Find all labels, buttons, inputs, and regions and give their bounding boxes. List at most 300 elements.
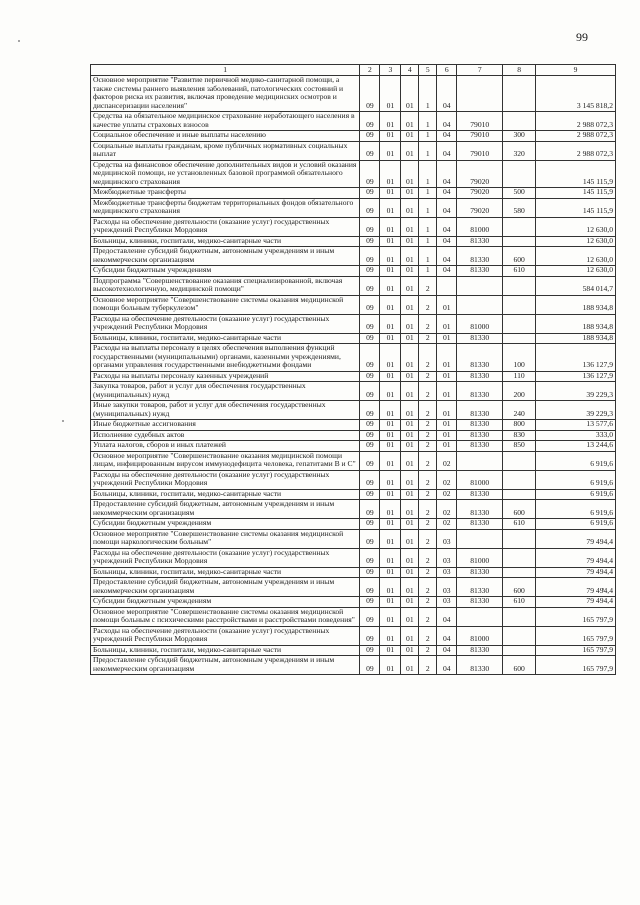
code-subsection: 01 [380, 430, 401, 441]
row-description: Уплата налогов, сборов и иных платежей [91, 441, 360, 452]
code-program: 01 [401, 645, 419, 656]
code-section: 09 [360, 276, 380, 295]
code-subsection: 01 [380, 597, 401, 608]
row-description: Подпрограмма "Совершенствование оказания специализированной, включая высокотехнологичную, медицинской помощи" [91, 276, 360, 295]
code-expense-type [503, 489, 536, 500]
row-amount: 136 127,9 [536, 371, 616, 382]
row-description: Предоставление субсидий бюджетным, автономным учреждениям и иным некоммерческим организациям [91, 578, 360, 597]
code-subprogram: 2 [419, 578, 437, 597]
code-subsection: 01 [380, 441, 401, 452]
code-program: 01 [401, 160, 419, 188]
table-row [91, 470, 616, 489]
code-direction: 81330 [457, 500, 503, 519]
table-row [91, 276, 616, 295]
code-subprogram: 2 [419, 470, 437, 489]
column-header: 6 [437, 65, 457, 76]
row-description: Средства на обязательное медицинское страхование неработающего населения в качестве уплаты страховых взносов [91, 112, 360, 131]
row-description: Предоставление субсидий бюджетным, автономным учреждениям и иным некоммерческим организациям [91, 247, 360, 266]
code-expense-type: 610 [503, 597, 536, 608]
code-subsection: 01 [380, 295, 401, 314]
row-description: Иные закупки товаров, работ и услуг для обеспечения государственных (муниципальных) нужд [91, 401, 360, 420]
row-amount: 145 115,9 [536, 160, 616, 188]
code-subprogram: 2 [419, 371, 437, 382]
row-description: Исполнение судебных актов [91, 430, 360, 441]
row-amount: 165 797,9 [536, 645, 616, 656]
table-row [91, 76, 616, 112]
code-subsection: 01 [380, 314, 401, 333]
code-expense-type [503, 217, 536, 236]
code-event: 04 [437, 236, 457, 247]
code-section: 09 [360, 344, 380, 372]
code-section: 09 [360, 333, 380, 344]
table-header-row [91, 65, 616, 76]
code-direction: 79010 [457, 112, 503, 131]
row-description: Предоставление субсидий бюджетным, автономным учреждениям и иным некоммерческим организациям [91, 500, 360, 519]
code-subsection: 01 [380, 198, 401, 217]
code-direction [457, 529, 503, 548]
row-amount: 136 127,9 [536, 344, 616, 372]
code-subsection: 01 [380, 236, 401, 247]
row-amount: 2 988 072,3 [536, 112, 616, 131]
code-direction: 81330 [457, 266, 503, 277]
table-row [91, 430, 616, 441]
code-expense-type: 600 [503, 656, 536, 675]
table-row [91, 112, 616, 131]
code-event: 04 [437, 112, 457, 131]
code-subprogram: 2 [419, 333, 437, 344]
row-description: Основное мероприятие "Совершенствование оказания медицинской помощи лицам, инфицированным вирусом иммунодефицита человека, гепатитами В и С" [91, 451, 360, 470]
code-subprogram: 2 [419, 489, 437, 500]
code-section: 09 [360, 529, 380, 548]
scan-speck [62, 420, 64, 422]
code-subprogram: 2 [419, 401, 437, 420]
code-subsection: 01 [380, 76, 401, 112]
code-expense-type: 600 [503, 500, 536, 519]
table-row [91, 333, 616, 344]
code-program: 01 [401, 198, 419, 217]
row-description: Социальное обеспечение и иные выплаты населению [91, 131, 360, 142]
code-program: 01 [401, 131, 419, 142]
row-amount: 145 115,9 [536, 198, 616, 217]
code-subsection: 01 [380, 645, 401, 656]
table-row [91, 451, 616, 470]
table-row [91, 236, 616, 247]
code-program: 01 [401, 451, 419, 470]
code-expense-type [503, 567, 536, 578]
code-direction: 81330 [457, 382, 503, 401]
code-program: 01 [401, 333, 419, 344]
code-event: 01 [437, 344, 457, 372]
code-expense-type [503, 607, 536, 626]
code-subprogram: 2 [419, 519, 437, 530]
column-header: 3 [380, 65, 401, 76]
row-amount: 79 494,4 [536, 567, 616, 578]
code-direction: 81000 [457, 548, 503, 567]
code-section: 09 [360, 188, 380, 199]
code-subprogram: 1 [419, 217, 437, 236]
code-direction: 81330 [457, 645, 503, 656]
code-expense-type [503, 333, 536, 344]
code-subprogram: 2 [419, 430, 437, 441]
table-row [91, 519, 616, 530]
code-program: 01 [401, 548, 419, 567]
code-subprogram: 2 [419, 645, 437, 656]
table-row [91, 548, 616, 567]
code-subprogram: 1 [419, 76, 437, 112]
code-program: 01 [401, 314, 419, 333]
code-program: 01 [401, 567, 419, 578]
row-amount: 79 494,4 [536, 597, 616, 608]
row-amount: 79 494,4 [536, 529, 616, 548]
code-event: 01 [437, 401, 457, 420]
code-expense-type: 320 [503, 141, 536, 160]
code-expense-type: 100 [503, 344, 536, 372]
code-program: 01 [401, 529, 419, 548]
code-event: 03 [437, 529, 457, 548]
code-event: 01 [437, 382, 457, 401]
table-row [91, 626, 616, 645]
code-section: 09 [360, 236, 380, 247]
code-subsection: 01 [380, 578, 401, 597]
code-direction: 81330 [457, 567, 503, 578]
table-row [91, 314, 616, 333]
row-description: Основное мероприятие "Совершенствование системы оказания медицинской помощи больным туберкулезом" [91, 295, 360, 314]
code-subsection: 01 [380, 131, 401, 142]
code-subprogram: 2 [419, 441, 437, 452]
code-subprogram: 2 [419, 597, 437, 608]
table-row [91, 371, 616, 382]
code-event [437, 276, 457, 295]
column-header: 5 [419, 65, 437, 76]
code-subprogram: 2 [419, 607, 437, 626]
code-expense-type [503, 236, 536, 247]
code-direction: 79010 [457, 131, 503, 142]
table-row [91, 656, 616, 675]
code-program: 01 [401, 371, 419, 382]
code-subprogram: 2 [419, 382, 437, 401]
code-expense-type [503, 76, 536, 112]
row-amount: 188 934,8 [536, 314, 616, 333]
code-direction [457, 451, 503, 470]
code-section: 09 [360, 371, 380, 382]
code-program: 01 [401, 470, 419, 489]
row-description: Расходы на обеспечение деятельности (оказание услуг) государственных учреждений Республики Мордовия [91, 314, 360, 333]
code-program: 01 [401, 247, 419, 266]
code-expense-type: 300 [503, 131, 536, 142]
row-description: Больницы, клиники, госпитали, медико-санитарные части [91, 489, 360, 500]
code-subprogram: 2 [419, 451, 437, 470]
code-subprogram: 1 [419, 112, 437, 131]
code-event: 04 [437, 656, 457, 675]
table-row [91, 295, 616, 314]
code-subprogram: 1 [419, 188, 437, 199]
row-description: Расходы на выплаты персоналу в целях обеспечения выполнения функций государственными (муниципальными) органами, казенными учреждениями, органами управления государственными внебюджетными фондами [91, 344, 360, 372]
code-event: 03 [437, 548, 457, 567]
row-amount: 145 115,9 [536, 188, 616, 199]
column-header: 9 [536, 65, 616, 76]
code-subprogram: 2 [419, 656, 437, 675]
code-subsection: 01 [380, 420, 401, 431]
code-subprogram: 2 [419, 295, 437, 314]
code-direction: 81330 [457, 578, 503, 597]
code-direction: 81000 [457, 626, 503, 645]
code-expense-type: 600 [503, 578, 536, 597]
code-section: 09 [360, 656, 380, 675]
code-section: 09 [360, 451, 380, 470]
code-event: 04 [437, 266, 457, 277]
code-subsection: 01 [380, 607, 401, 626]
row-amount: 12 630,0 [536, 236, 616, 247]
row-description: Больницы, клиники, госпитали, медико-санитарные части [91, 645, 360, 656]
code-subsection: 01 [380, 519, 401, 530]
code-event: 04 [437, 645, 457, 656]
code-subsection: 01 [380, 626, 401, 645]
code-event: 01 [437, 430, 457, 441]
row-description: Межбюджетные трансферты [91, 188, 360, 199]
code-subsection: 01 [380, 333, 401, 344]
code-direction: 81330 [457, 519, 503, 530]
column-header: 2 [360, 65, 380, 76]
code-event: 04 [437, 141, 457, 160]
row-description: Средства на финансовое обеспечение дополнительных видов и условий оказания медицинской помощи, не установленных базовой программой обязательного медицинского страхования [91, 160, 360, 188]
row-amount: 12 630,0 [536, 217, 616, 236]
row-amount: 12 630,0 [536, 266, 616, 277]
code-program: 01 [401, 607, 419, 626]
row-description: Больницы, клиники, госпитали, медико-санитарные части [91, 567, 360, 578]
code-section: 09 [360, 548, 380, 567]
code-direction [457, 276, 503, 295]
table-row [91, 344, 616, 372]
table-row [91, 567, 616, 578]
row-description: Иные бюджетные ассигнования [91, 420, 360, 431]
code-subprogram: 1 [419, 160, 437, 188]
budget-table [90, 64, 616, 675]
code-program: 01 [401, 656, 419, 675]
code-section: 09 [360, 76, 380, 112]
row-description: Социальные выплаты гражданам, кроме публичных нормативных социальных выплат [91, 141, 360, 160]
row-amount: 79 494,4 [536, 548, 616, 567]
code-expense-type: 830 [503, 430, 536, 441]
row-description: Основное мероприятие "Развитие первичной медико-санитарной помощи, а также системы раннего выявления заболеваний, патологических состояний и факторов риска их развития, включая проведение медицинских осмотров и диспансеризации населения" [91, 76, 360, 112]
code-section: 09 [360, 519, 380, 530]
code-direction: 81000 [457, 470, 503, 489]
code-subsection: 01 [380, 247, 401, 266]
code-program: 01 [401, 441, 419, 452]
row-amount: 13 577,6 [536, 420, 616, 431]
column-header: 7 [457, 65, 503, 76]
code-subprogram: 2 [419, 276, 437, 295]
code-subprogram: 2 [419, 548, 437, 567]
row-amount: 2 988 072,3 [536, 131, 616, 142]
code-program: 01 [401, 430, 419, 441]
row-amount: 6 919,6 [536, 451, 616, 470]
table-row [91, 500, 616, 519]
code-program: 01 [401, 276, 419, 295]
code-subsection: 01 [380, 217, 401, 236]
row-amount: 3 145 818,2 [536, 76, 616, 112]
code-expense-type: 610 [503, 519, 536, 530]
row-description: Больницы, клиники, госпитали, медико-санитарные части [91, 236, 360, 247]
code-direction: 81330 [457, 420, 503, 431]
code-event: 01 [437, 371, 457, 382]
code-section: 09 [360, 160, 380, 188]
code-expense-type: 200 [503, 382, 536, 401]
table-row [91, 607, 616, 626]
table-row [91, 188, 616, 199]
code-expense-type [503, 112, 536, 131]
code-expense-type [503, 645, 536, 656]
code-program: 01 [401, 401, 419, 420]
row-amount: 6 919,6 [536, 519, 616, 530]
code-program: 01 [401, 295, 419, 314]
code-direction: 81330 [457, 430, 503, 441]
row-amount: 188 934,8 [536, 333, 616, 344]
code-program: 01 [401, 76, 419, 112]
table-row [91, 401, 616, 420]
row-description: Расходы на обеспечение деятельности (оказание услуг) государственных учреждений Республики Мордовия [91, 470, 360, 489]
code-event: 04 [437, 131, 457, 142]
code-event: 02 [437, 489, 457, 500]
column-header: 8 [503, 65, 536, 76]
code-direction: 79020 [457, 160, 503, 188]
code-subsection: 01 [380, 371, 401, 382]
code-direction: 81330 [457, 344, 503, 372]
code-event: 04 [437, 607, 457, 626]
code-section: 09 [360, 217, 380, 236]
table-row [91, 382, 616, 401]
table-row [91, 247, 616, 266]
code-event: 04 [437, 198, 457, 217]
code-section: 09 [360, 607, 380, 626]
code-event: 04 [437, 247, 457, 266]
code-program: 01 [401, 217, 419, 236]
table-row [91, 420, 616, 431]
column-header: 1 [91, 65, 360, 76]
code-subprogram: 2 [419, 344, 437, 372]
row-description: Расходы на обеспечение деятельности (оказание услуг) государственных учреждений Республики Мордовия [91, 548, 360, 567]
code-direction: 81000 [457, 217, 503, 236]
scan-speck [18, 40, 20, 42]
row-description: Расходы на обеспечение деятельности (оказание услуг) государственных учреждений Республики Мордовия [91, 626, 360, 645]
code-direction [457, 295, 503, 314]
code-expense-type [503, 276, 536, 295]
code-event: 02 [437, 519, 457, 530]
code-direction: 81330 [457, 247, 503, 266]
code-section: 09 [360, 578, 380, 597]
code-event: 01 [437, 420, 457, 431]
code-section: 09 [360, 645, 380, 656]
table-row [91, 198, 616, 217]
code-subprogram: 2 [419, 314, 437, 333]
code-direction: 81330 [457, 371, 503, 382]
code-expense-type: 500 [503, 188, 536, 199]
row-amount: 39 229,3 [536, 382, 616, 401]
code-program: 01 [401, 597, 419, 608]
code-program: 01 [401, 112, 419, 131]
code-event: 04 [437, 160, 457, 188]
code-program: 01 [401, 420, 419, 431]
row-amount: 333,0 [536, 430, 616, 441]
code-section: 09 [360, 500, 380, 519]
code-program: 01 [401, 188, 419, 199]
code-section: 09 [360, 626, 380, 645]
code-event: 02 [437, 470, 457, 489]
row-amount: 165 797,9 [536, 656, 616, 675]
row-amount: 13 244,6 [536, 441, 616, 452]
code-event: 02 [437, 451, 457, 470]
table-row [91, 160, 616, 188]
code-subsection: 01 [380, 188, 401, 199]
code-program: 01 [401, 236, 419, 247]
code-subsection: 01 [380, 112, 401, 131]
code-expense-type: 600 [503, 247, 536, 266]
code-subprogram: 2 [419, 626, 437, 645]
table-row [91, 529, 616, 548]
code-subsection: 01 [380, 567, 401, 578]
code-section: 09 [360, 382, 380, 401]
code-subsection: 01 [380, 470, 401, 489]
row-description: Субсидии бюджетным учреждениям [91, 597, 360, 608]
code-direction: 81330 [457, 333, 503, 344]
code-subprogram: 2 [419, 529, 437, 548]
code-section: 09 [360, 567, 380, 578]
code-direction: 81330 [457, 441, 503, 452]
table-row [91, 141, 616, 160]
code-subprogram: 2 [419, 420, 437, 431]
code-expense-type [503, 470, 536, 489]
code-expense-type: 110 [503, 371, 536, 382]
code-section: 09 [360, 430, 380, 441]
code-program: 01 [401, 141, 419, 160]
code-subsection: 01 [380, 451, 401, 470]
row-description: Субсидии бюджетным учреждениям [91, 519, 360, 530]
code-section: 09 [360, 470, 380, 489]
code-section: 09 [360, 420, 380, 431]
row-description: Основное мероприятие "Совершенствование системы оказания медицинской помощи наркологическим больным" [91, 529, 360, 548]
code-program: 01 [401, 344, 419, 372]
code-direction [457, 76, 503, 112]
code-direction: 81330 [457, 489, 503, 500]
code-subsection: 01 [380, 489, 401, 500]
row-amount: 12 630,0 [536, 247, 616, 266]
code-subsection: 01 [380, 266, 401, 277]
code-direction: 79010 [457, 141, 503, 160]
code-subprogram: 1 [419, 131, 437, 142]
code-subsection: 01 [380, 500, 401, 519]
code-event: 04 [437, 188, 457, 199]
code-section: 09 [360, 441, 380, 452]
code-expense-type [503, 314, 536, 333]
code-expense-type: 850 [503, 441, 536, 452]
code-expense-type: 800 [503, 420, 536, 431]
code-section: 09 [360, 131, 380, 142]
table-row [91, 217, 616, 236]
code-subprogram: 1 [419, 141, 437, 160]
code-direction: 81330 [457, 597, 503, 608]
code-program: 01 [401, 626, 419, 645]
code-subsection: 01 [380, 529, 401, 548]
code-event: 04 [437, 626, 457, 645]
row-amount: 6 919,6 [536, 500, 616, 519]
row-description: Субсидии бюджетным учреждениям [91, 266, 360, 277]
row-amount: 79 494,4 [536, 578, 616, 597]
code-section: 09 [360, 489, 380, 500]
code-section: 09 [360, 314, 380, 333]
code-event: 03 [437, 578, 457, 597]
code-section: 09 [360, 597, 380, 608]
code-program: 01 [401, 578, 419, 597]
row-amount: 2 988 072,3 [536, 141, 616, 160]
